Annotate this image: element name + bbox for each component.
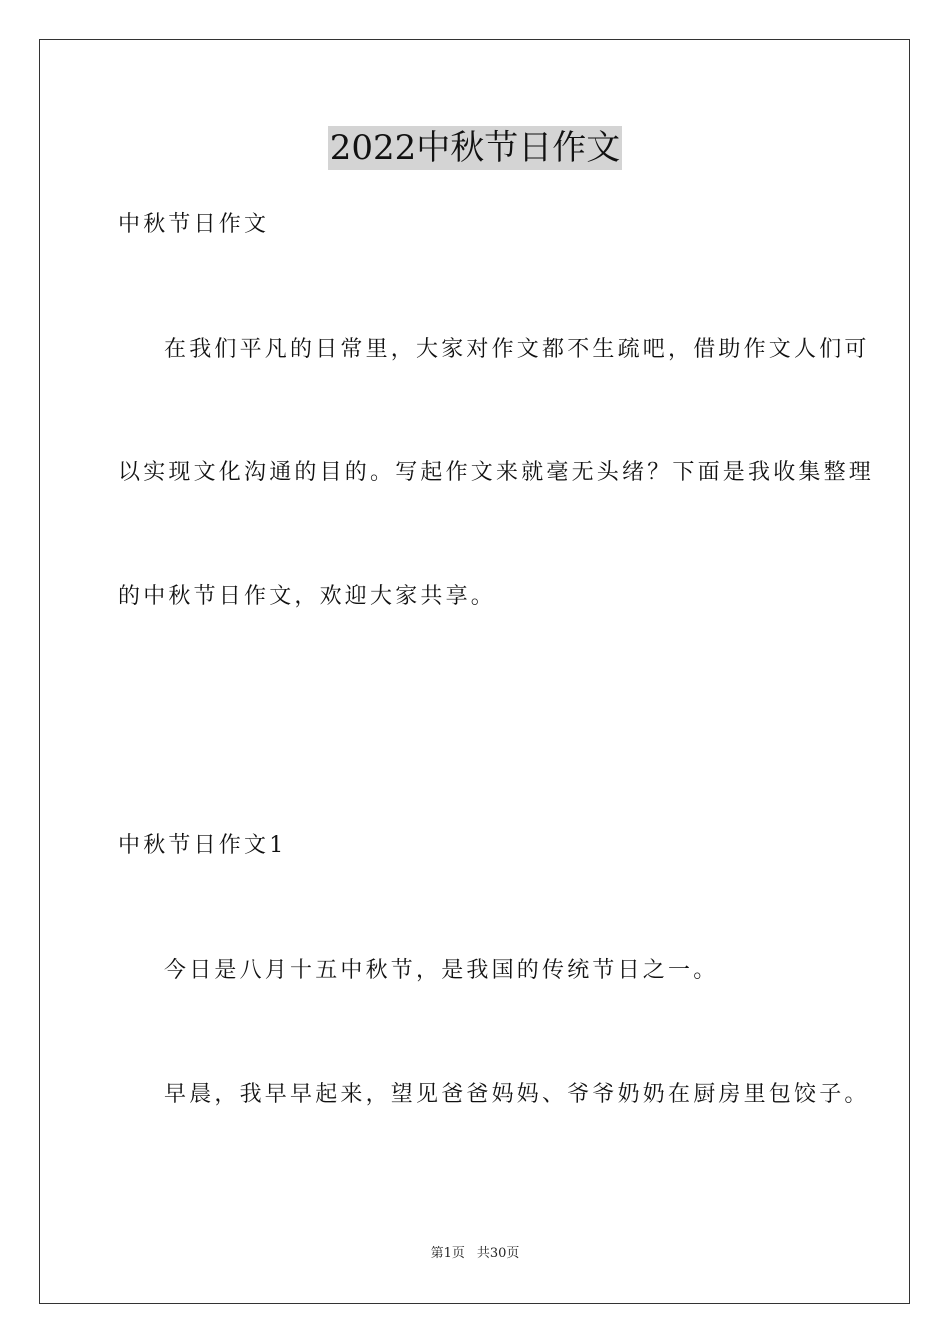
intro-line-1: 在我们平凡的日常里，大家对作文都不生疏吧，借助作文人们可 — [164, 337, 870, 362]
section-heading: 中秋节日作文1 — [118, 833, 287, 858]
title-wrap — [0, 126, 950, 170]
paragraph-2: 早晨，我早早起来，望见爸爸妈妈、爷爷奶奶在厨房里包饺子。 — [164, 1082, 870, 1107]
page-footer — [0, 1245, 950, 1263]
document-subtitle: 中秋节日作文 — [118, 212, 270, 237]
page-total: 共30页 — [476, 1246, 520, 1261]
page-number: 第1页 — [430, 1246, 465, 1261]
intro-line-2: 以实现文化沟通的目的。写起作文来就毫无头绪？下面是我收集整理 — [118, 460, 875, 485]
paragraph-1: 今日是八月十五中秋节，是我国的传统节日之一。 — [164, 958, 719, 983]
document-title: 2022中秋节日作文 — [329, 128, 621, 168]
intro-line-3: 的中秋节日作文，欢迎大家共享。 — [118, 584, 497, 609]
